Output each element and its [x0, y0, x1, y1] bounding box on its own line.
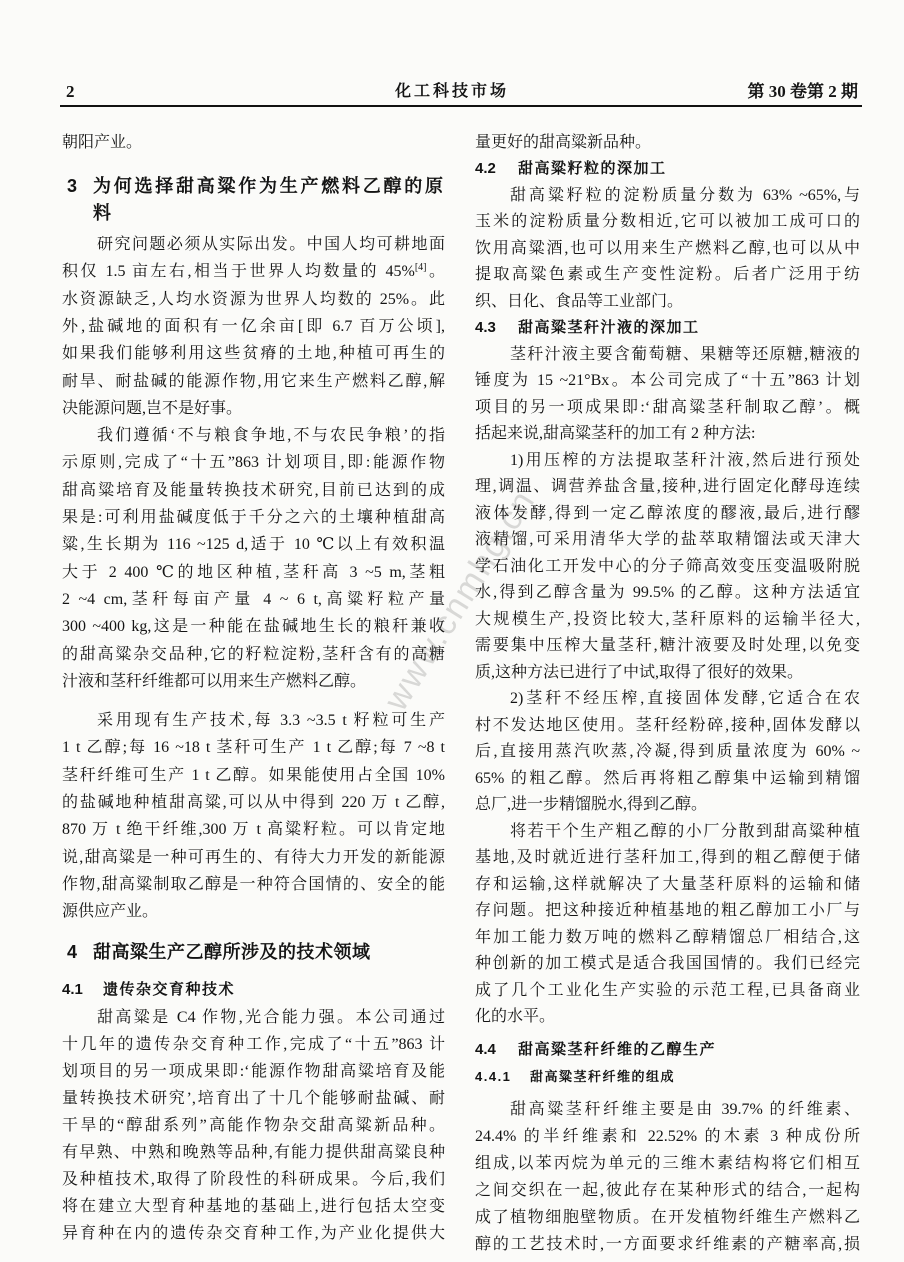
section-title: 料 — [93, 203, 111, 223]
section-title: 为何选择甜高粱作为生产燃料乙醇的原 — [93, 176, 443, 196]
text-line: 粱,生长期为 116 ~125 d,适于 10 ℃以上有效积温 — [62, 536, 445, 553]
text-line: 24.4% 的半纤维素和 22.52% 的木素 3 种成份所 — [475, 1128, 860, 1145]
subsubsection-title: 甜高粱茎秆纤维的组成 — [530, 1069, 676, 1084]
text-line: 甜高粱是 C4 作物,光合能力强。本公司通过 — [97, 1009, 445, 1026]
text-line: 耐旱、耐盐碱的能源作物,用它来生产燃料乙醇,解 — [62, 373, 445, 390]
header-rule — [60, 105, 862, 107]
text-line: 饮用高粱酒,也可以用来生产燃料乙醇,也可以从中 — [475, 240, 860, 257]
text-line: 干旱的“醇甜系列”高能作物杂交甜高粱新品种。 — [62, 1117, 445, 1134]
text-line: 理,调温、调营养盐含量,接种,进行固定化酵母连续 — [475, 478, 860, 495]
text-segment: 积仅 1.5 亩左右,相当于世界人均数量的 45% — [62, 263, 415, 280]
subsection-title: 甜高粱茎秆汁液的深加工 — [518, 319, 700, 336]
text-line: 量转换技术研究’,培育出了十几个能够耐盐碱、耐 — [62, 1090, 445, 1107]
text-line: 茎秆汁液主要含葡萄糖、果糖等还原糖,糖液的 — [510, 346, 860, 363]
text-line: 村不发达地区使用。茎秆经粉碎,接种,固体发酵以 — [475, 717, 860, 734]
text-line: 甜高粱培育及能量转换技术研究,目前已达到的成 — [62, 482, 445, 499]
text-line: 液精馏,可采用清华大学的盐萃取精馏法或天津大 — [475, 531, 860, 548]
text-line: 量更好的甜高粱新品种。 — [475, 134, 652, 151]
subsection-number: 4.2 — [475, 160, 496, 177]
text-line: 870 万 t 绝干纤维,300 万 t 高粱籽粒。可以肯定地 — [62, 821, 445, 838]
text-line: 将若干个生产粗乙醇的小厂分散到甜高粱种植 — [510, 823, 860, 840]
subsection-title: 甜高粱茎秆纤维的乙醇生产 — [518, 1041, 717, 1058]
text-line: 甜高粱籽粒的淀粉质量分数为 63% ~65%,与 — [510, 187, 860, 204]
text-line: 源供应产业。 — [62, 903, 159, 920]
text-line: 说,甜高粱是一种可再生的、有待大力开发的新能源 — [62, 849, 445, 866]
text-line: 水,得到乙醇含量为 99.5% 的乙醇。这种方法适宜 — [475, 584, 860, 601]
text-line: 学石油化工开发中心的分子筛高效变压变温吸附脱 — [475, 558, 860, 575]
text-line: 作物,甜高粱制取乙醇是一种符合国情的、安全的能 — [62, 876, 445, 893]
text-line: 存和运输,这样就解决了大量茎秆原料的运输和储 — [475, 876, 860, 893]
section-number: 4 — [67, 942, 78, 962]
text-line: 化的水平。 — [475, 1008, 556, 1025]
text-line: 成了植物细胞壁物质。在开发植物纤维生产燃料乙 — [475, 1209, 860, 1226]
text-line: 成了几个工业化生产实验的示范工程,已具备商业 — [475, 982, 860, 999]
subsection-number: 4.1 — [62, 981, 83, 998]
text-line: 种创新的加工模式是适合我国国情的。我们已经完 — [475, 955, 860, 972]
text-line: 65% 的粗乙醇。然后再将粗乙醇集中运输到精馏 — [475, 770, 860, 787]
text-line: 的盐碱地种植甜高粱,可以从中得到 220 万 t 乙醇, — [62, 794, 445, 811]
text-line: 1)用压榨的方法提取茎秆汁液,然后进行预处 — [510, 452, 860, 469]
text-line: 水资源缺乏,人均水资源为世界人均数的 25%。此 — [62, 291, 445, 308]
text-line: 及种植技术,取得了阶段性的科研成果。今后,我们 — [62, 1171, 445, 1188]
text-line: 的甜高粱杂交品种,它的籽粒淀粉,茎秆含有的高糖 — [62, 646, 445, 663]
text-line: 外,盐碱地的面积有一亿余亩[即 6.7 百万公顷], — [62, 318, 445, 335]
text-line: 甜高粱茎秆纤维主要是由 39.7% 的纤维素、 — [510, 1101, 860, 1118]
text-line: 采用现有生产技术,每 3.3 ~3.5 t 籽粒可生产 — [97, 712, 445, 729]
text-line: 将在建立大型育种基地的基础上,进行包括太空变 — [62, 1198, 445, 1215]
text-line: 后,直接用蒸汽吹蒸,冷凝,得到质量浓度为 60% ~ — [475, 743, 860, 760]
text-line: 2)茎秆不经压榨,直接固体发酵,它适合在农 — [510, 690, 860, 707]
text-line: 之间交织在一起,彼此存在某种形式的结合,一起构 — [475, 1182, 860, 1199]
text-line: 提取高粱色素或生产变性淀粉。后者广泛用于纺 — [475, 266, 860, 283]
text-line: 项目的另一项成果即:‘甜高粱茎秆制取乙醇’。概 — [475, 399, 860, 416]
text-line: 有早熟、中熟和晚熟等品种,有能力提供甜高粱良种 — [62, 1144, 445, 1161]
text-line — [62, 261, 445, 283]
subsubsection-number: 4.4.1 — [475, 1069, 512, 1084]
text-line: 大于 2 400 ℃的地区种植,茎秆高 3 ~5 m,茎粗 — [62, 564, 445, 581]
text-line: 十几年的遗传杂交育种工作,完成了“十五”863 计 — [62, 1036, 445, 1053]
text-line: 总厂,进一步精馏脱水,得到乙醇。 — [475, 796, 708, 813]
section-title: 甜高粱生产乙醇所涉及的技术领域 — [93, 942, 371, 962]
text-line: 锤度为 15 ~21°Bx。本公司完成了“十五”863 计划 — [475, 372, 860, 389]
text-line: 醇的工艺技术时,一方面要求纤维素的产糖率高,损 — [475, 1236, 860, 1253]
text-line: 茎秆纤维可生产 1 t 乙醇。如果能使用占全国 10% — [62, 767, 445, 784]
text-line: 决能源问题,岂不是好事。 — [62, 400, 243, 417]
text-line: 年加工能力数万吨的燃料乙醇精馏总厂相结合,这 — [475, 929, 860, 946]
subsection-number: 4.3 — [475, 319, 496, 336]
text-line: 我们遵循‘不与粮食争地,不与农民争粮’的指 — [97, 427, 445, 444]
text-line: 括起来说,甜高粱茎秆的加工有 2 种方法: — [475, 425, 756, 442]
watermark: www.cnmhg.cn — [376, 482, 544, 718]
text-line: 液体发酵,得到一定乙醇浓度的醪液,最后,进行醪 — [475, 505, 860, 522]
citation-ref: [4] — [414, 262, 427, 273]
journal-title: 化工科技市场 — [394, 83, 509, 100]
text-line: 2 ~4 cm,茎秆每亩产量 4 ~ 6 t,高粱籽粒产量 — [62, 591, 445, 608]
text-line: 异育种在内的遗传杂交育种工作,为产业化提供大 — [62, 1225, 445, 1242]
text-line: 示原则,完成了“十五”863 计划项目,即:能源作物 — [62, 454, 445, 471]
text-line: 质,这种方法已进行了中试,取得了很好的效果。 — [475, 664, 804, 681]
text-line: 划项目的另一项成果即:‘能源作物甜高粱培育及能 — [62, 1063, 445, 1080]
text-line: 基地,及时就近进行茎秆加工,得到的粗乙醇便于储 — [475, 849, 860, 866]
page-number: 2 — [66, 82, 75, 101]
text-line: 如果我们能够利用这些贫瘠的土地,种植可再生的 — [62, 345, 445, 362]
text-line: 玉米的淀粉质量分数相近,它可以被加工成可口的 — [475, 213, 860, 230]
subsection-title: 遗传杂交育种技术 — [103, 981, 236, 998]
subsection-title: 甜高粱籽粒的深加工 — [518, 160, 667, 177]
text-line: 汁液和茎秆纤维都可以用来生产燃料乙醇。 — [62, 673, 367, 690]
text-line: 存问题。把这种接近种植基地的粗乙醇加工小厂与 — [475, 902, 860, 919]
volume-issue: 第 30 卷第 2 期 — [747, 82, 858, 101]
text-line: 需要集中压榨大量茎秆,糖汁液要及时处理,以免变 — [475, 637, 860, 654]
text-line: 大规模生产,投资比较大,茎秆原料的运输半径大, — [475, 611, 860, 628]
section-number: 3 — [67, 176, 78, 196]
text-segment: 。 — [426, 263, 445, 280]
text-line: 研究问题必须从实际出发。中国人均可耕地面 — [97, 236, 445, 253]
text-line: 组成,以苯丙烷为单元的三维木素结构将它们相互 — [475, 1155, 860, 1172]
text-line: 300 ~400 kg,这是一种能在盐碱地生长的粮秆兼收 — [62, 618, 445, 635]
text-line: 果是:可利用盐碱度低于千分之六的土壤种植甜高 — [62, 509, 445, 526]
text-line: 织、日化、食品等工业部门。 — [475, 293, 684, 310]
text-line: 朝阳产业。 — [62, 134, 143, 151]
text-line: 1 t 乙醇;每 16 ~18 t 茎秆可生产 1 t 乙醇;每 7 ~8 t — [62, 739, 445, 756]
subsection-number: 4.4 — [475, 1041, 496, 1058]
